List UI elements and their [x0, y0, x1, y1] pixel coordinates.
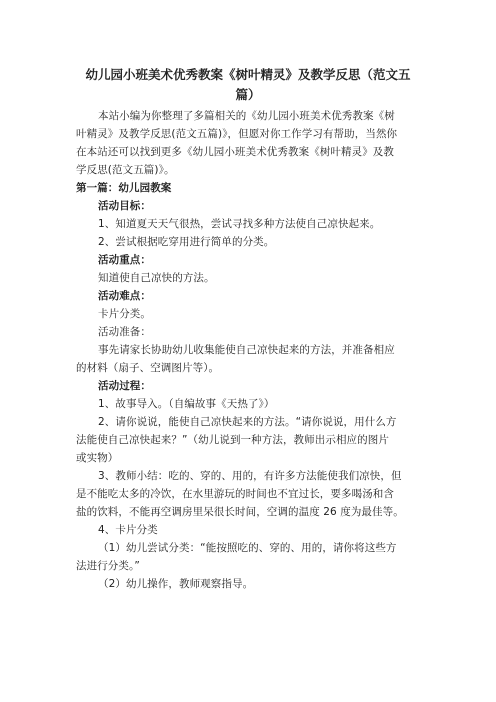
difficulty-text: 卡片分类。	[98, 308, 151, 320]
goal-item-2: 2、尝试根据吃穿用进行简单的分类。	[98, 236, 275, 248]
key-text: 知道使自己凉快的方法。	[98, 272, 215, 284]
intro-line-3: 在本站还可以找到更多《幼儿园小班美术优秀教案《树叶精灵》及教	[76, 146, 394, 158]
process-step-3-line-1: 3、教师小结：吃的、穿的、用的，有许多方法能使我们凉快，但	[98, 470, 402, 482]
process-step-3-line-2: 是不能吃太多的冷饮，在水里游玩的时间也不宜过长，要多喝汤和含	[76, 488, 394, 500]
prep-line-2: 的材料（扇子、空调图片等）。	[76, 362, 220, 374]
process-step-3-line-3: 盐的饮料，不能再空调房里呆很长时间，空调的温度 26 度为最佳等。	[76, 506, 404, 518]
intro-line-4: 学反思(范文五篇)》。	[76, 164, 175, 176]
process-step-4-1-line-2: 法进行分类。”	[76, 560, 140, 572]
document-title-line-2: 篇）	[235, 87, 261, 102]
key-label: 活动重点：	[98, 254, 151, 266]
intro-line-2: 叶精灵》及教学反思(范文五篇)》，但愿对你工作学习有帮助，当然你	[76, 128, 398, 140]
process-step-2-line-3: 或实物）	[76, 452, 119, 464]
prep-line-1: 事先请家长协助幼儿收集能使自己凉快起来的方法，并准备相应	[98, 344, 395, 356]
section-heading: 第一篇：幼儿园教案	[76, 182, 172, 194]
process-step-4-1-line-1: （1）幼儿尝试分类：“能按照吃的、穿的、用的，请你将这些方	[98, 542, 397, 554]
goal-item-1: 1、知道夏天天气很热，尝试寻找多种方法使自己凉快起来。	[98, 218, 381, 230]
difficulty-label: 活动难点：	[98, 290, 151, 302]
goal-label: 活动目标：	[98, 200, 151, 212]
prep-label: 活动准备：	[98, 326, 151, 338]
process-step-2-line-1: 2、请你说说，能使自己凉快起来的方法。“请你说说，用什么方	[98, 416, 397, 428]
intro-line-1: 本站小编为你整理了多篇相关的《幼儿园小班美术优秀教案《树	[98, 110, 395, 122]
document-title-line-1: 幼儿园小班美术优秀教案《树叶精灵》及教学反思（范文五	[85, 67, 411, 82]
process-step-1: 1、故事导入。（自编故事《天热了》）	[98, 398, 275, 410]
process-step-2-line-2: 法能使自己凉快起来？”（幼儿说到一种方法，教师出示相应的图片	[76, 434, 389, 446]
process-label: 活动过程：	[98, 380, 151, 392]
process-step-4-2: （2）幼儿操作，教师观察指导。	[98, 578, 254, 590]
process-step-4: 4、卡片分类	[98, 524, 158, 536]
